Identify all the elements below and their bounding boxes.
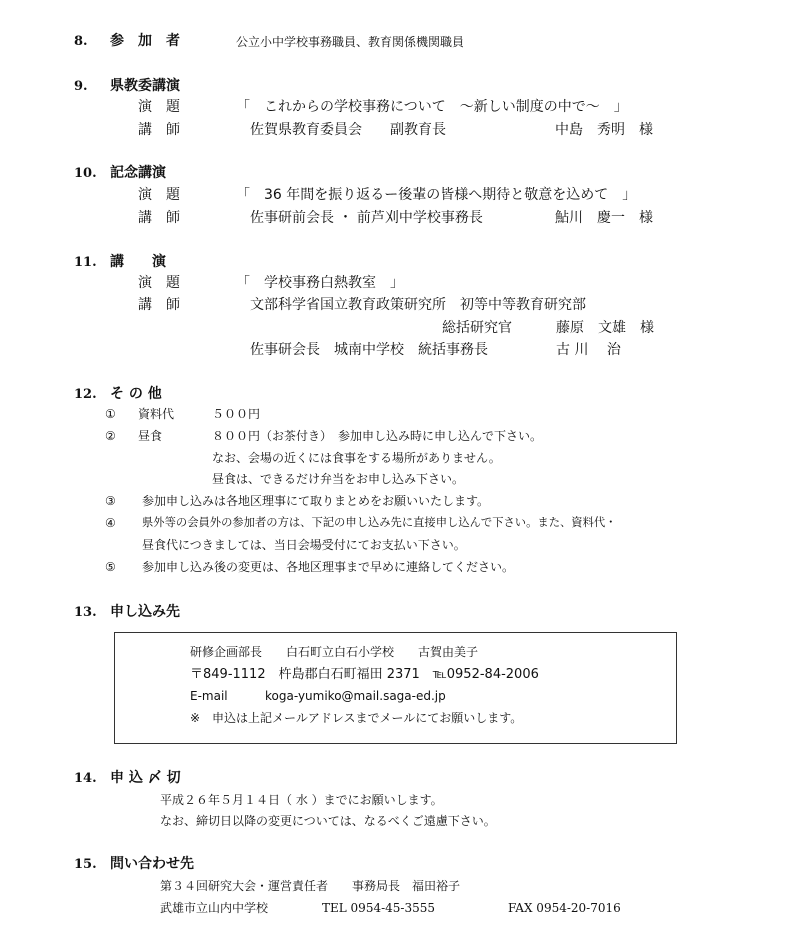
participants-text: 公立小中学校事務職員、教育関係機関職員 <box>236 35 465 49</box>
lecturer-org: 佐賀県教育委員会 副教育長 <box>250 122 446 138</box>
item-label: 資料代 <box>138 407 175 421</box>
item-text: ５００円 <box>212 407 261 421</box>
email-address: koga-yumiko@mail.saga-ed.jp <box>265 689 446 703</box>
section-title: 申し込み先 <box>110 604 180 620</box>
inquiry-fax: FAX 0954-20-7016 <box>508 901 621 915</box>
item-text: 参加申し込みは各地区理事にて取りまとめをお願いいたします。 <box>142 494 490 508</box>
section-title: そ の 他 <box>110 386 162 402</box>
contact-note: ※ 申込は上記メールアドレスまでメールにてお願いします。 <box>190 711 523 725</box>
item-label: 昼食 <box>138 429 163 443</box>
section-title: 講 演 <box>110 254 166 270</box>
lecturer-name: 中島 秀明 様 <box>555 122 653 138</box>
email-label: E-mail <box>190 689 228 703</box>
topic-label: 演 題 <box>138 275 180 291</box>
item-text: なお、会場の近くには食事をする場所がありません。 <box>212 451 501 465</box>
section-title: 県教委講演 <box>110 78 180 94</box>
item-mark: ⑤ <box>105 560 116 574</box>
item-text: 参加申し込み後の変更は、各地区理事まで早めに連絡してください。 <box>142 560 515 574</box>
section-title: 問い合わせ先 <box>110 856 194 872</box>
section-number: 8. <box>74 34 88 49</box>
lecturer-name: 鮎川 慶一 様 <box>555 210 653 226</box>
topic-label: 演 題 <box>138 187 180 203</box>
inquiry-tel: TEL 0954-45-3555 <box>322 901 436 915</box>
item-text: 県外等の会員外の参加者の方は、下記の申し込み先に直接申し込んで下さい。また、資料代・ <box>142 516 617 529</box>
item-text: 昼食は、できるだけ弁当をお申し込み下さい。 <box>212 472 465 486</box>
section-number: 10. <box>74 166 97 181</box>
deadline-note: なお、締切日以降の変更については、なるべくご遠慮下さい。 <box>160 814 496 828</box>
lecturer-title: 総括研究官 <box>442 320 512 336</box>
deadline-text: 平成２６年５月１４日（ 水 ）までにお願いします。 <box>160 793 443 807</box>
item-mark: ② <box>105 429 116 443</box>
contact-address: 〒849-1112 杵島郡白石町福田 2371 ℡0952-84-2006 <box>190 667 539 682</box>
inquiry-person: 第３４回研究大会・運営責任者 事務局長 福田裕子 <box>160 879 461 893</box>
lecturer-name: 藤原 文雄 様 <box>556 320 654 336</box>
section-number: 13. <box>74 605 97 620</box>
lecture-topic: 「 これからの学校事務について ～新しい制度の中で～ 」 <box>236 99 628 115</box>
contact-person: 研修企画部長 白石町立白石小学校 古賀由美子 <box>190 645 479 659</box>
lecturer-label: 講 師 <box>138 297 180 313</box>
lecturer-org: 佐事研会長 城南中学校 統括事務長 <box>250 342 488 358</box>
lecturer-org: 佐事研前会長 ・ 前芦刈中学校事務長 <box>250 210 483 226</box>
lecture-topic: 「 学校事務白熱教室 」 <box>236 275 404 291</box>
section-number: 9. <box>74 79 88 94</box>
inquiry-school: 武雄市立山内中学校 <box>160 901 269 915</box>
lecture-topic: 「 36 年間を振り返るー後輩の皆様へ期待と敬意を込めて 」 <box>236 187 637 203</box>
item-text: ８００円（お茶付き） 参加申し込み時に申し込んで下さい。 <box>212 429 543 443</box>
section-title: 参 加 者 <box>110 33 180 49</box>
lecturer-label: 講 師 <box>138 122 180 138</box>
item-mark: ③ <box>105 494 116 508</box>
section-title: 申 込 〆 切 <box>110 770 181 786</box>
item-text: 昼食代につきましては、当日会場受付にてお支払い下さい。 <box>142 538 466 552</box>
item-mark: ④ <box>105 516 116 530</box>
lecturer-name: 古 川 治 <box>556 342 621 358</box>
section-number: 12. <box>74 387 97 402</box>
section-number: 11. <box>74 255 97 270</box>
lecturer-label: 講 師 <box>138 210 180 226</box>
topic-label: 演 題 <box>138 99 180 115</box>
section-title: 記念講演 <box>110 165 166 181</box>
section-number: 15. <box>74 857 97 872</box>
lecturer-org: 文部科学省国立教育政策研究所 初等中等教育研究部 <box>250 297 586 313</box>
section-number: 14. <box>74 771 97 786</box>
item-mark: ① <box>105 407 116 421</box>
